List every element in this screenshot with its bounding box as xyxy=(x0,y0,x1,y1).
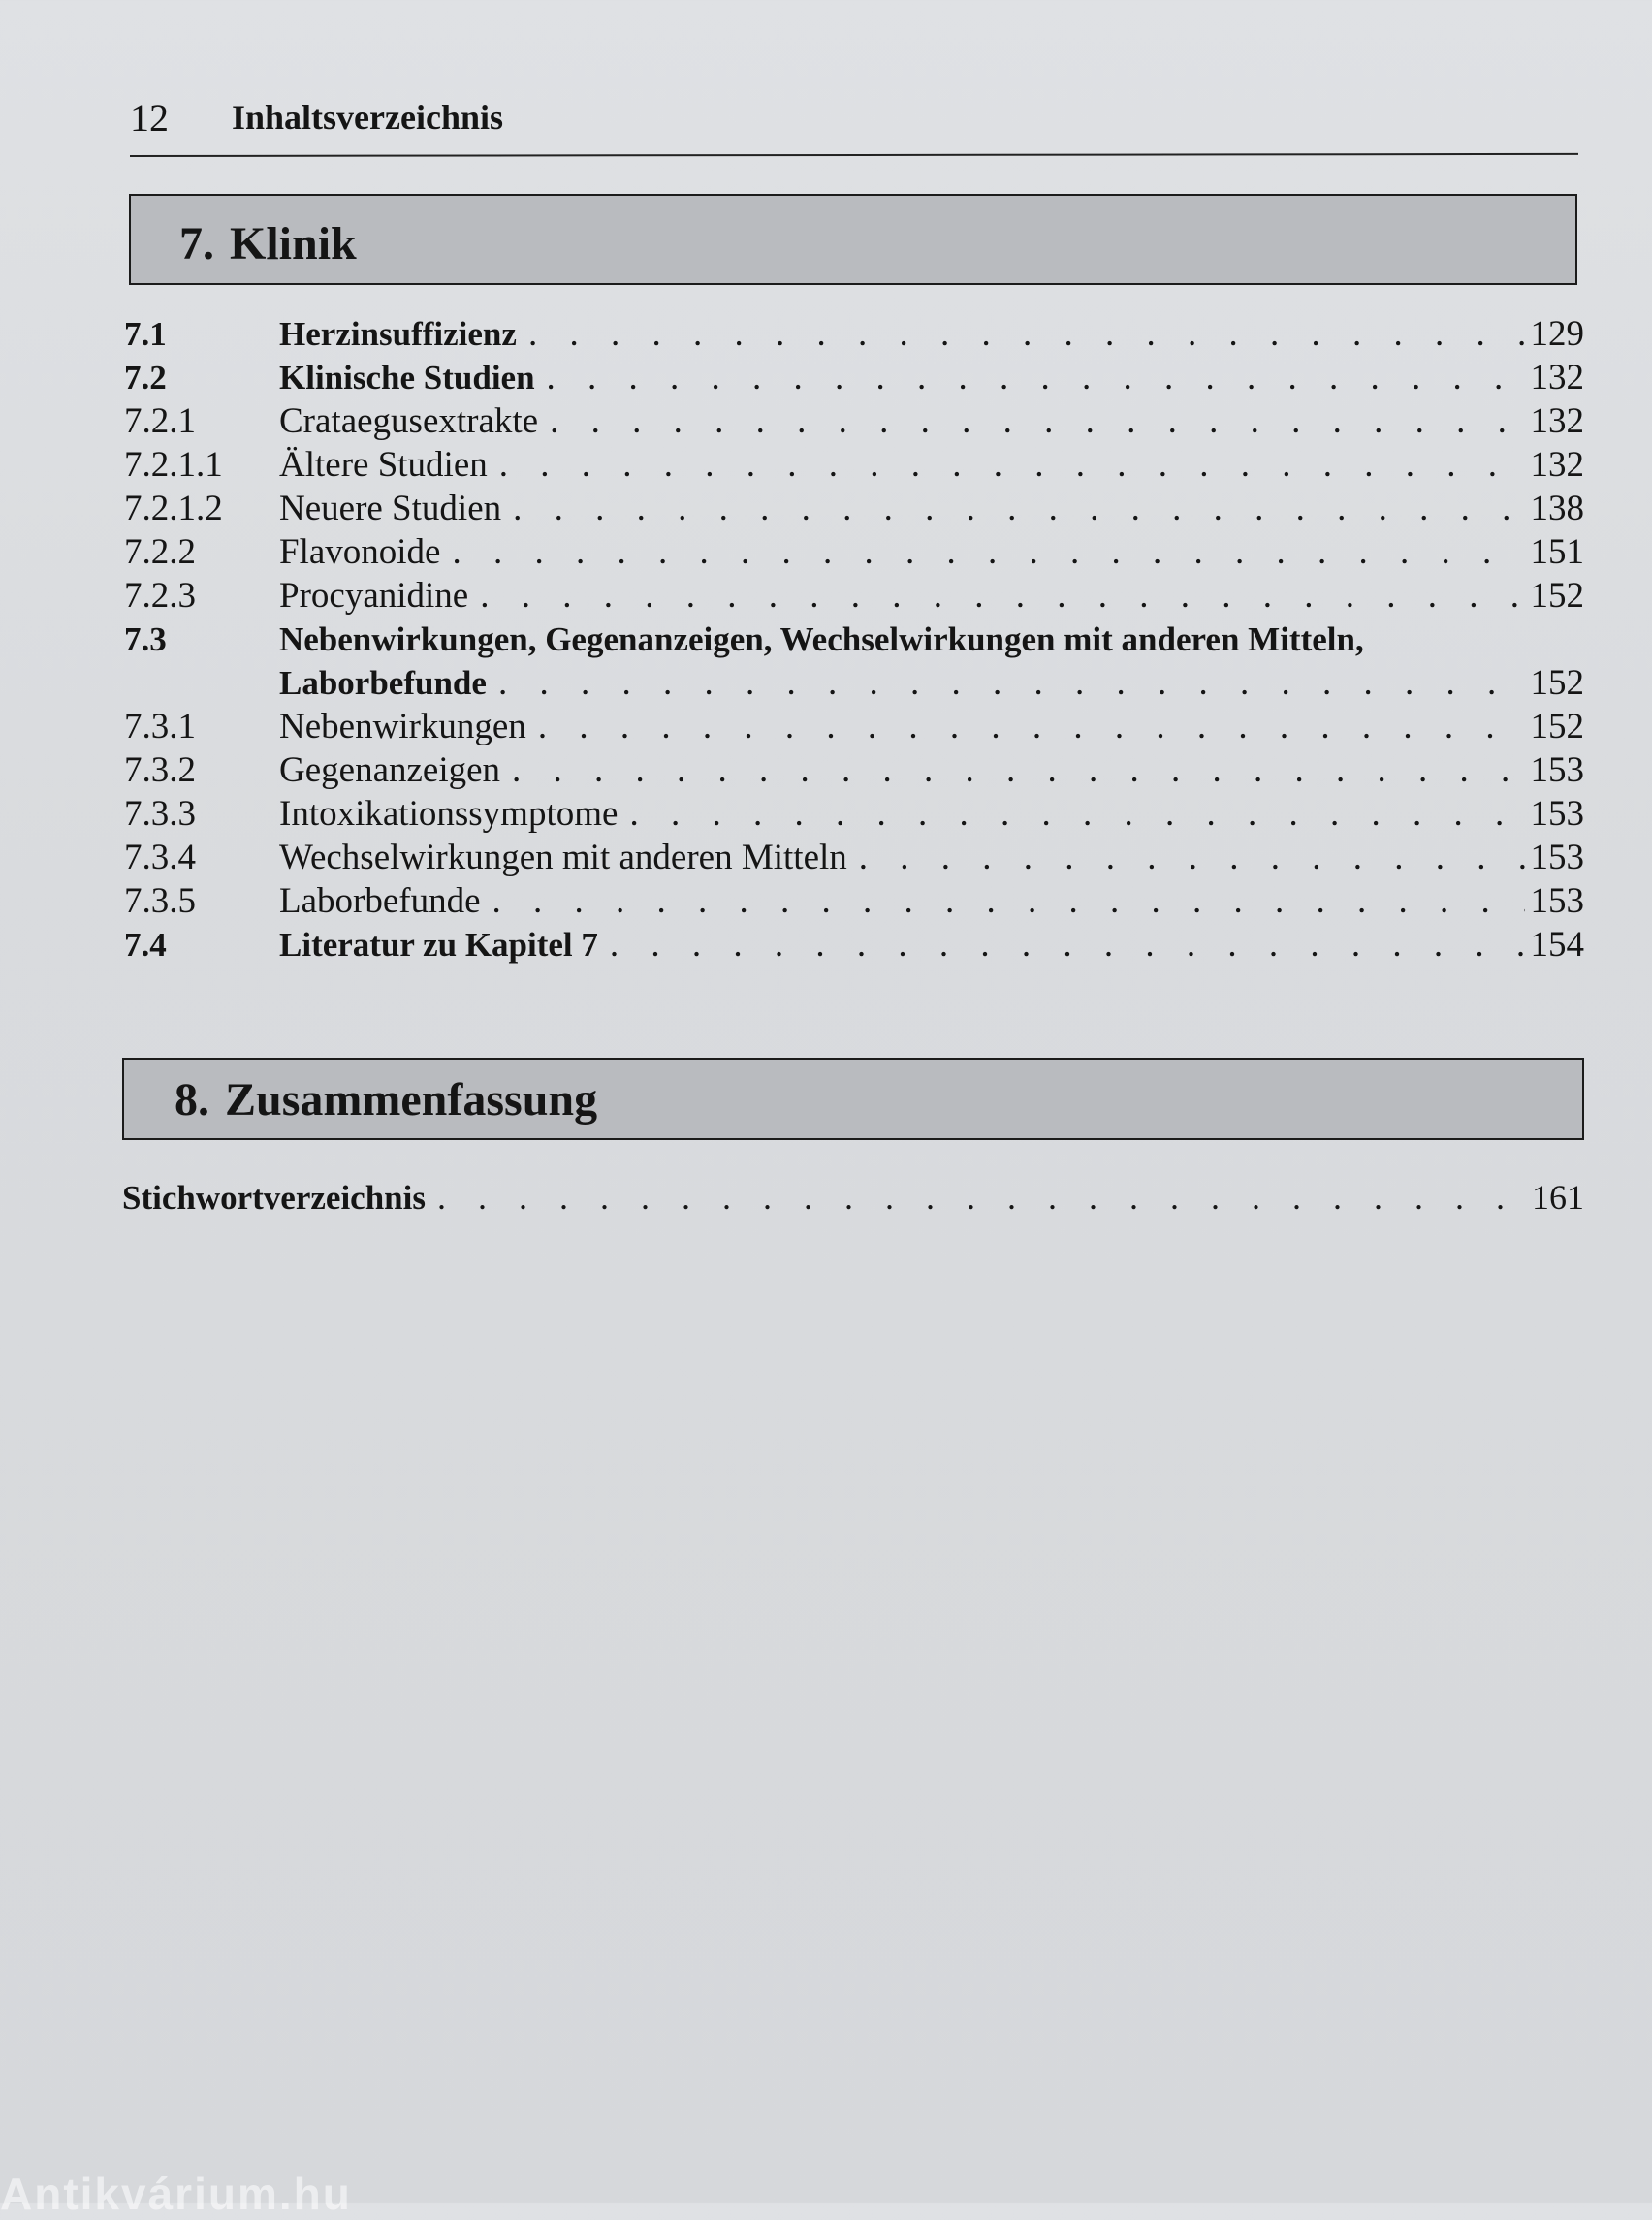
toc-entry-number: 7.2.3 xyxy=(124,576,196,616)
toc-entry-title: Ältere Studien xyxy=(279,445,488,485)
chapter-7-name: Klinik xyxy=(230,218,357,270)
toc-entry-page: 132 xyxy=(1530,358,1584,397)
toc-entry[interactable] xyxy=(124,399,1584,443)
toc-entry-title: Laborbefunde xyxy=(279,881,481,921)
dot-leader xyxy=(499,443,1525,487)
toc-entry-number: 7.2.1.2 xyxy=(124,489,223,528)
chapter-7-number: 7. xyxy=(179,218,214,270)
toc-entry-title: Klinische Studien xyxy=(279,359,535,396)
toc-entry-number: 7.2 xyxy=(124,359,167,396)
index-entry[interactable] xyxy=(122,1177,1584,1221)
toc-entry-number: 7.2.2 xyxy=(124,532,196,572)
chapter-8-number: 8. xyxy=(175,1074,209,1126)
dot-leader xyxy=(498,661,1525,705)
toc-entry-number: 7.3.5 xyxy=(124,881,196,921)
chapter-8-heading xyxy=(122,1058,1584,1140)
toc-entry-title: Literatur zu Kapitel 7 xyxy=(279,926,598,964)
toc-entry[interactable] xyxy=(124,530,1584,574)
toc-entry[interactable] xyxy=(124,356,1584,399)
toc-entry-title-line1: Nebenwirkungen, Gegenanzeigen, Wechselwirkungen mit anderen Mitteln, xyxy=(279,620,1364,658)
toc-entry-page: 153 xyxy=(1530,794,1584,834)
page-number: 12 xyxy=(130,96,169,140)
toc-entry-number: 7.3.1 xyxy=(124,707,196,746)
chapter-7-title xyxy=(179,217,357,270)
toc-entry-number: 7.3.3 xyxy=(124,794,196,834)
dot-leader xyxy=(547,356,1525,399)
toc-entry-page: 153 xyxy=(1530,750,1584,790)
toc-entry-page: 132 xyxy=(1530,445,1584,485)
toc-entry-page: 152 xyxy=(1530,576,1584,616)
chapter-8-name: Zusammenfassung xyxy=(225,1074,598,1126)
dot-leader xyxy=(437,1177,1526,1218)
toc-entry[interactable] xyxy=(124,792,1584,836)
header-rule xyxy=(130,153,1578,157)
toc-entry-page: 152 xyxy=(1530,663,1584,703)
toc-entry-number: 7.3 xyxy=(124,620,167,658)
dot-leader xyxy=(538,705,1525,748)
toc-entry[interactable] xyxy=(124,879,1584,923)
toc-entry[interactable] xyxy=(124,312,1584,356)
chapter-8-title xyxy=(175,1073,597,1126)
toc-entry-page: 152 xyxy=(1530,707,1584,746)
toc-entry-number: 7.1 xyxy=(124,315,167,353)
toc-entry[interactable] xyxy=(124,748,1584,792)
toc-entry-title: Herzinsuffizienz xyxy=(279,315,517,353)
dot-leader xyxy=(480,574,1524,618)
toc-entry-number: 7.4 xyxy=(124,926,167,964)
dot-leader xyxy=(610,923,1525,967)
toc-entry-page: 153 xyxy=(1530,881,1584,921)
dot-leader xyxy=(629,792,1524,836)
toc-entry[interactable] xyxy=(124,618,1584,705)
toc-entry-number: 7.3.4 xyxy=(124,838,196,877)
toc-entry-page: 151 xyxy=(1530,532,1584,572)
toc-entry-title: Flavonoide xyxy=(279,532,441,572)
toc-entry-title: Laborbefunde xyxy=(279,664,487,702)
index-entry-title: Stichwortverzeichnis xyxy=(122,1179,426,1217)
toc-entry-page: 154 xyxy=(1530,925,1584,965)
dot-leader xyxy=(513,487,1524,530)
toc-chapter-7 xyxy=(124,312,1584,967)
toc-entry-page: 138 xyxy=(1530,489,1584,528)
toc-entry[interactable] xyxy=(124,923,1584,967)
toc-entry-page: 129 xyxy=(1530,314,1584,354)
dot-leader xyxy=(452,530,1524,574)
toc-entry[interactable] xyxy=(124,487,1584,530)
toc-entry-title: Neuere Studien xyxy=(279,489,502,528)
index-entry-page: 161 xyxy=(1532,1178,1584,1217)
header-title: Inhaltsverzeichnis xyxy=(232,98,504,137)
watermark: Antikvárium.hu xyxy=(0,2169,352,2219)
toc-entry-title: Intoxikationssymptome xyxy=(279,794,619,834)
toc-entry[interactable] xyxy=(124,836,1584,879)
dot-leader xyxy=(492,879,1525,923)
toc-entry-number: 7.2.1.1 xyxy=(124,445,223,485)
dot-leader xyxy=(550,399,1524,443)
toc-entry[interactable] xyxy=(124,574,1584,618)
toc-entry-page: 153 xyxy=(1530,838,1584,877)
dot-leader xyxy=(528,312,1525,356)
toc-entry-title: Wechselwirkungen mit anderen Mitteln xyxy=(279,838,847,877)
toc-entry-title: Gegenanzeigen xyxy=(279,750,501,790)
toc-entry-title: Procyanidine xyxy=(279,576,469,616)
chapter-7-heading xyxy=(129,194,1577,285)
toc-entry-title: Crataegusextrakte xyxy=(279,401,539,441)
toc-entry-title: Nebenwirkungen xyxy=(279,707,526,746)
toc-entry-number: 7.3.2 xyxy=(124,750,196,790)
toc-entry-number: 7.2.1 xyxy=(124,401,196,441)
dot-leader xyxy=(512,748,1524,792)
toc-entry-page: 132 xyxy=(1530,401,1584,441)
dot-leader xyxy=(859,836,1525,879)
running-header xyxy=(130,95,1576,153)
toc-entry[interactable] xyxy=(124,443,1584,487)
toc-entry[interactable] xyxy=(124,705,1584,748)
